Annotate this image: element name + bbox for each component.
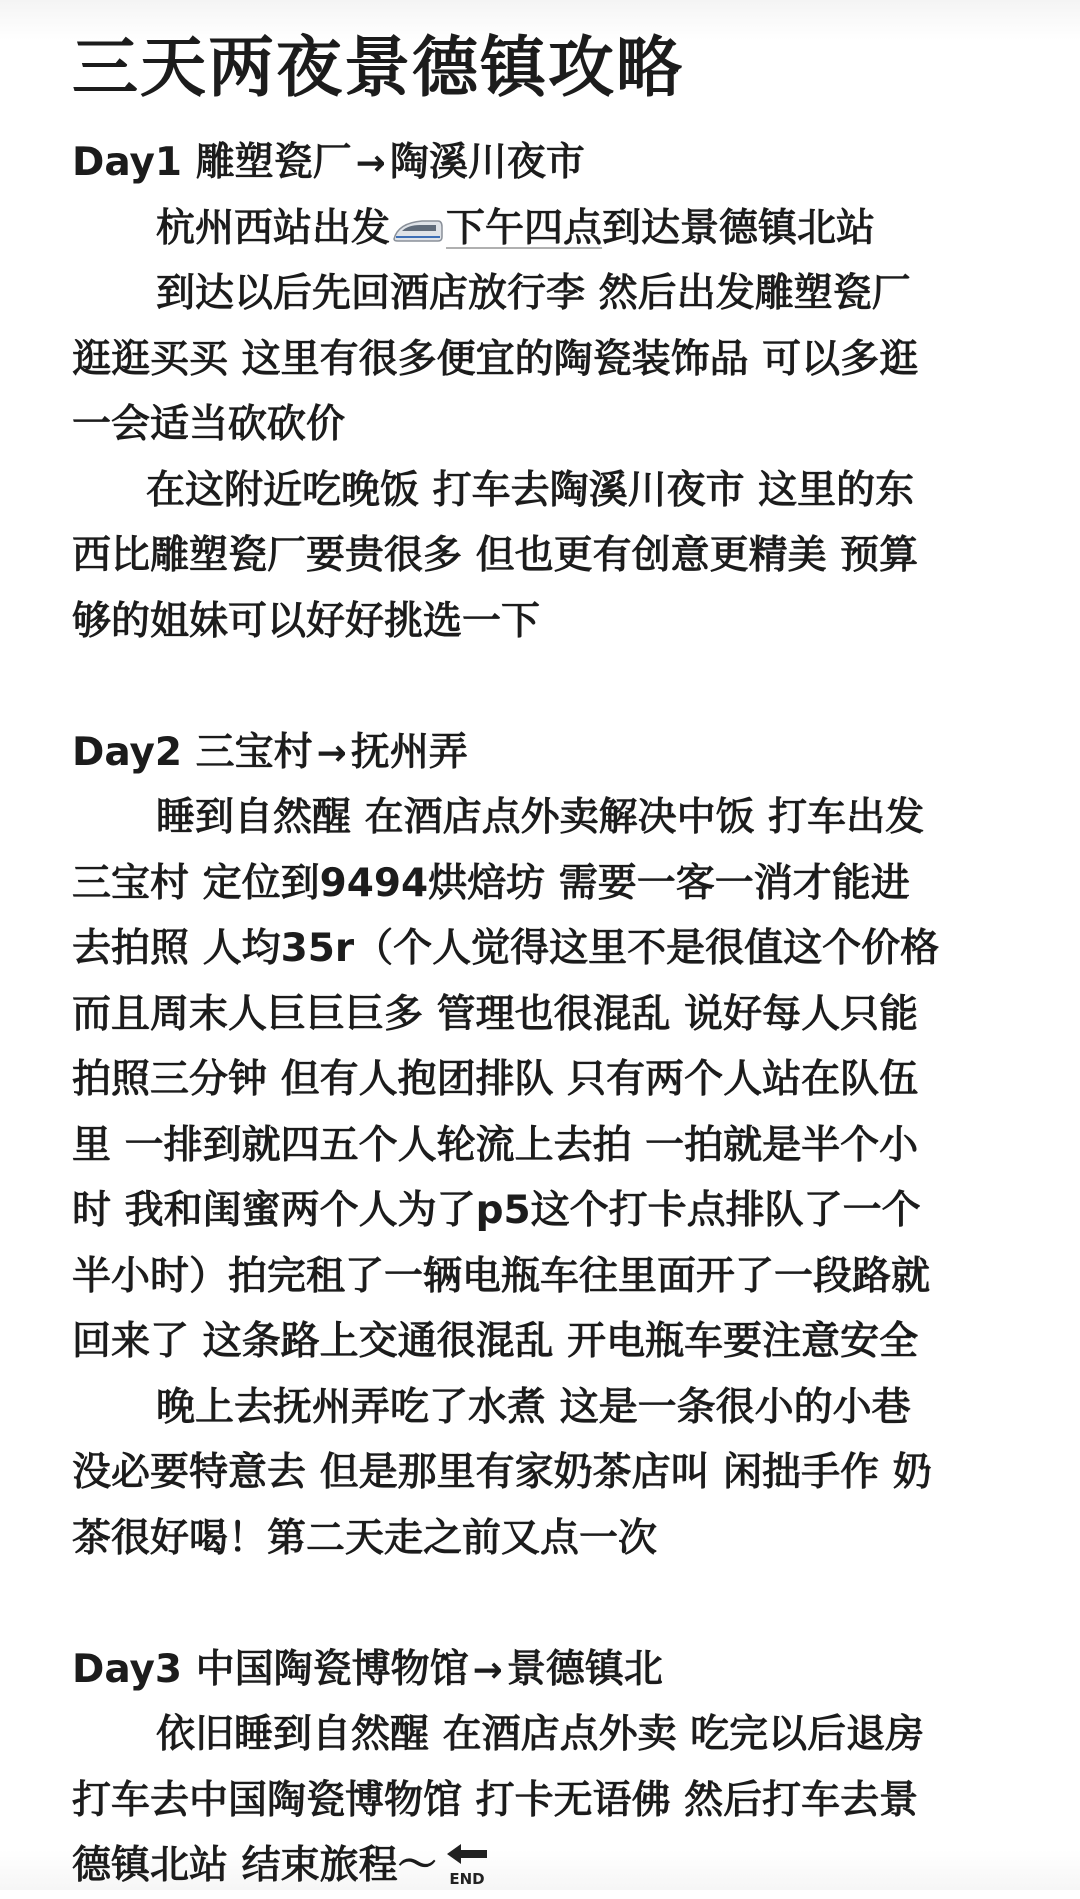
day2-p1-line: 里 一排到就四五个人轮流上去拍 一拍就是半个小 xyxy=(72,1122,919,1168)
day2-label: Day2 xyxy=(72,729,183,775)
arrow-right-icon: → xyxy=(472,1649,503,1691)
day1-p2-line: 到达以后先回酒店放行李 然后出发雕塑瓷厂 xyxy=(156,271,911,316)
day1-p2-line: 一会适当砍砍价 xyxy=(72,402,346,447)
high-speed-train-icon xyxy=(392,215,444,245)
day3-to: 景德镇北 xyxy=(506,1646,663,1692)
day3-last-text: 德镇北站 结束旅程～ xyxy=(72,1843,437,1888)
day1-paragraph-1 xyxy=(72,196,1012,262)
day1-p1-b: 下午四点 xyxy=(446,205,603,251)
day3-last-line xyxy=(72,1833,1012,1899)
spacer xyxy=(72,1571,1012,1637)
day1-p1-a: 杭州西站出发 xyxy=(156,205,391,251)
arrow-right-icon: → xyxy=(316,732,347,774)
day2-from: 三宝村 xyxy=(195,729,313,775)
day1-p3-line: 西比雕塑瓷厂要贵很多 但也更有创意更精美 预算 xyxy=(72,533,919,578)
day3-p1-line: 依旧睡到自然醒 在酒店点外卖 吃完以后退房 xyxy=(156,1712,925,1757)
day2-p1-line: 睡到自然醒 在酒店点外卖解决中饭 打车出发 xyxy=(156,795,925,840)
day1-to: 陶溪川夜市 xyxy=(389,140,585,185)
day1-heading xyxy=(72,130,1012,196)
day2-p1-line: 而且周末人巨巨巨多 管理也很混乱 说好每人只能 xyxy=(72,991,919,1037)
day3-heading xyxy=(72,1637,1012,1703)
day3-from: 中国陶瓷博物馆 xyxy=(195,1646,469,1692)
day2-p1-line: 拍照三分钟 但有人抱团排队 只有两个人站在队伍 xyxy=(72,1057,919,1102)
arrow-right-icon: → xyxy=(355,143,386,184)
day1-label: Day1 xyxy=(72,140,183,185)
day2-to: 抚州弄 xyxy=(350,729,468,775)
day2-p1-line: 时 我和闺蜜两个人为了p5这个打卡点排队了一个 xyxy=(72,1188,921,1233)
day2-p1-line: 半小时）拍完租了一辆电瓶车往里面开了一段路就 xyxy=(72,1253,931,1299)
spacer xyxy=(72,654,1012,720)
day2-p2-line: 茶很好喝！第二天走之前又点一次 xyxy=(72,1515,658,1561)
day1-p2-line: 逛逛买买 这里有很多便宜的陶瓷装饰品 可以多逛 xyxy=(72,336,919,382)
day2-p1-line: 三宝村 定位到9494烘焙坊 需要一客一消才能进 xyxy=(72,860,910,906)
note-body xyxy=(72,130,1012,1899)
day1-p3-line: 够的姐妹可以好好挑选一下 xyxy=(72,598,541,644)
day2-p2-line: 没必要特意去 但是那里有家奶茶店叫 闲拙手作 奶 xyxy=(72,1450,932,1495)
page-title: 三天两夜景德镇攻略 xyxy=(72,29,684,106)
day2-p2-line: 晚上去抚州弄吃了水煮 这是一条很小的小巷 xyxy=(156,1384,911,1430)
end-label: END xyxy=(448,1870,485,1888)
day1-p3-line: 在这附近吃晚饭 打车去陶溪川夜市 这里的东 xyxy=(146,467,915,513)
day3-label: Day3 xyxy=(72,1646,183,1692)
day1-p1-c: 到达景德镇北站 xyxy=(602,205,876,251)
end-arrow-icon xyxy=(443,1840,491,1892)
day3-p1-line: 打车去中国陶瓷博物馆 打卡无语佛 然后打车去景 xyxy=(72,1777,919,1823)
day2-p1-line: 回来了 这条路上交通很混乱 开电瓶车要注意安全 xyxy=(72,1319,919,1364)
day2-heading xyxy=(72,720,1012,786)
day1-from: 雕塑瓷厂 xyxy=(195,140,352,185)
day2-p1-line: 去拍照 人均35r（个人觉得这里不是很值这个价格 xyxy=(72,926,940,971)
